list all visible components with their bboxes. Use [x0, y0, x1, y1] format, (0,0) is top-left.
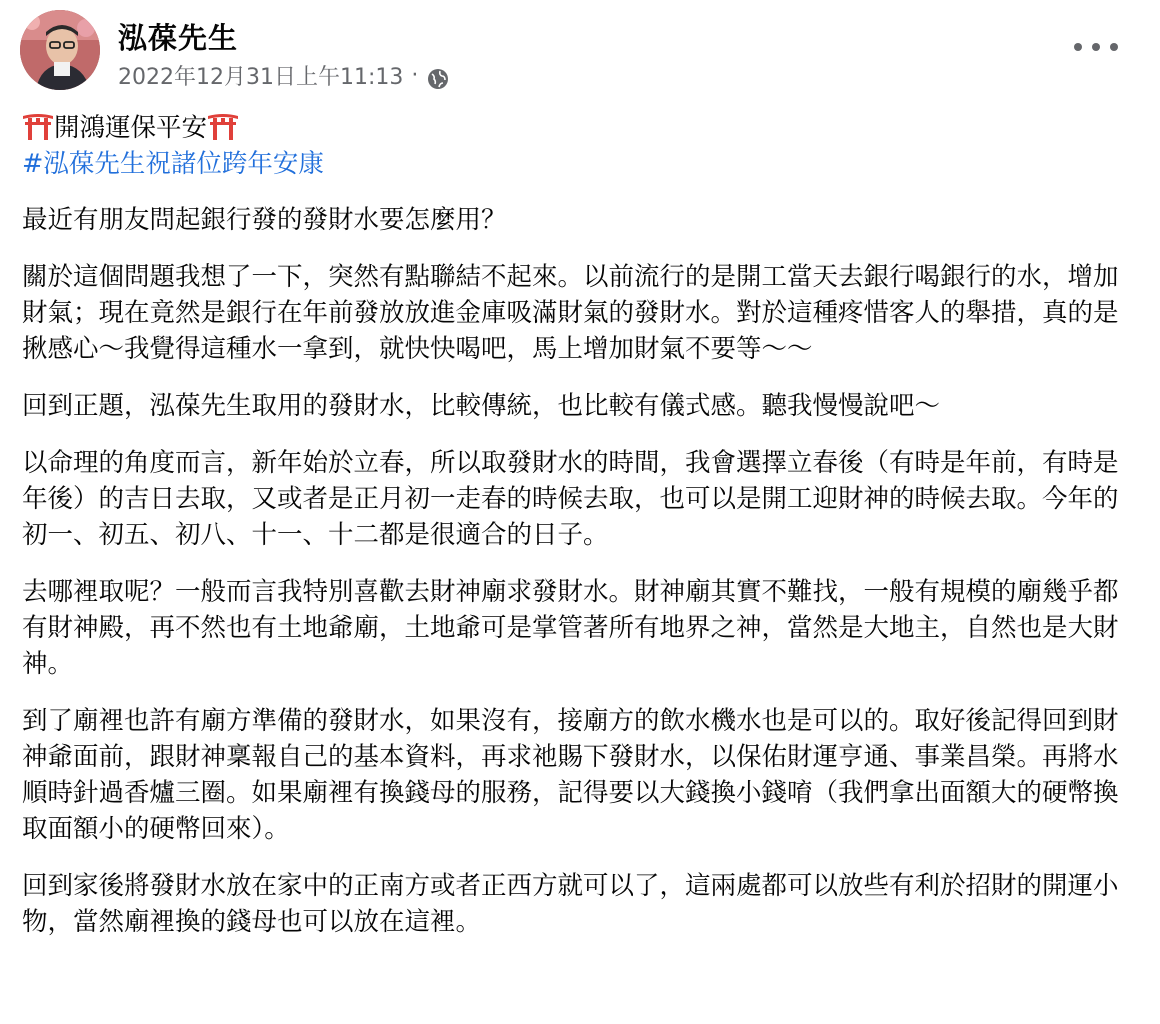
post-paragraph: 去哪裡取呢？一般而言我特別喜歡去財神廟求發財水。財神廟其實不難找，一般有規模的廟幾乎都有財神殿，再不然也有土地爺廟，土地爺可是掌管著所有地界之神，當然是大地主，自然也是大財神。 — [22, 577, 1119, 679]
torii-gate-icon — [207, 112, 239, 140]
post-title-line — [22, 110, 1140, 146]
globe-icon[interactable] — [426, 67, 450, 91]
more-dot — [1110, 43, 1118, 51]
more-options-button[interactable] — [1074, 32, 1118, 62]
post-paragraph: 關於這個問題我想了一下，突然有點聯結不起來。以前流行的是開工當天去銀行喝銀行的水，增加財氣；現在竟然是銀行在年前發放放進金庫吸滿財氣的發財水。對於這種疼惜客人的舉措，真的是揪感心～我覺得這種水一拿到，就快快喝吧，馬上增加財氣不要等～～ — [22, 262, 1119, 364]
post-title: 開鴻運保平安 — [54, 113, 208, 143]
author-name[interactable]: 泓葆先生 — [118, 21, 239, 55]
avatar-photo — [20, 10, 100, 90]
post-paragraph: 到了廟裡也許有廟方準備的發財水，如果沒有，接廟方的飲水機水也是可以的。取好後記得回到財神爺面前，跟財神稟報自己的基本資料，再求祂賜下發財水，以保佑財運亨通、事業昌榮。再將水順時針過香爐三圈。如果廟裡有換錢母的服務，記得要以大錢換小錢唷（我們拿出面額大的硬幣換取面額小的硬幣回來）。 — [22, 706, 1119, 844]
more-dot — [1092, 43, 1100, 51]
post-paragraph: 回到家後將發財水放在家中的正南方或者正西方就可以了，這兩處都可以放些有利於招財的開運小物，當然廟裡換的錢母也可以放在這裡。 — [22, 871, 1119, 937]
torii-gate-icon — [22, 112, 54, 140]
post-body — [22, 110, 1140, 961]
author-avatar[interactable] — [20, 10, 100, 90]
post-header — [20, 10, 1140, 94]
post-meta — [118, 60, 450, 91]
post-paragraph: 以命理的角度而言，新年始於立春，所以取發財水的時間，我會選擇立春後（有時是年前，有時是年後）的吉日去取，又或者是正月初一走春的時候去取，也可以是開工迎財神的時候去取。今年的初一、初五、初八、十一、十二都是很適合的日子。 — [22, 448, 1119, 550]
meta-separator: · — [411, 63, 419, 88]
post-timestamp[interactable]: 2022年12月31日上午11:13 — [118, 65, 404, 90]
hashtag-link[interactable]: #泓葆先生祝諸位跨年安康 — [22, 149, 324, 179]
more-dot — [1074, 43, 1082, 51]
post-paragraph: 回到正題，泓葆先生取用的發財水，比較傳統，也比較有儀式感。聽我慢慢說吧～ — [22, 391, 941, 421]
post-paragraph: 最近有朋友問起銀行發的發財水要怎麼用？ — [22, 205, 507, 235]
